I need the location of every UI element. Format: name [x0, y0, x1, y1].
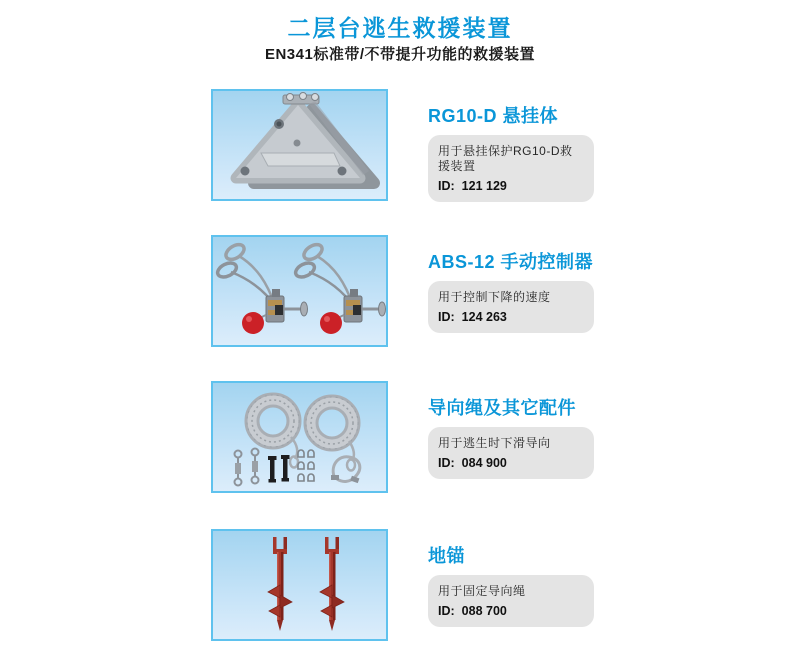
page-title: 二层台逃生救援装置: [287, 15, 513, 41]
product-section-guide-ropes: [211, 381, 595, 497]
product-id-label: ID:: [438, 604, 455, 618]
product-name: ABS-12 手动控制器: [428, 252, 594, 272]
product-desc-box: [428, 575, 594, 627]
product-desc-box: [428, 427, 594, 479]
product-name: 地锚: [428, 546, 465, 566]
product-section-rg10d: [211, 89, 595, 205]
product-info: [428, 398, 598, 479]
product-name: RG10-D 悬挂体: [428, 106, 559, 126]
product-info: [428, 546, 598, 627]
product-photo-frame: [211, 235, 388, 347]
product-description: 用于逃生时下滑导向: [438, 436, 551, 450]
product-info: [428, 252, 598, 333]
product-id-value: 121 129: [461, 179, 507, 193]
product-id: [438, 310, 584, 325]
product-name: 导向绳及其它配件: [428, 398, 576, 418]
product-section-ground-anchor: [211, 529, 595, 645]
triangular-suspension-bracket-photo: [213, 91, 386, 199]
page-header: [0, 14, 800, 64]
product-id: [438, 456, 584, 471]
page-subtitle: EN341标准带/不带提升功能的救援装置: [264, 46, 536, 63]
product-id-label: ID:: [438, 310, 455, 324]
ground-anchors-photo: [213, 531, 386, 639]
product-id-value: 124 263: [461, 310, 507, 324]
product-id: [438, 179, 584, 194]
product-photo-frame: [211, 529, 388, 641]
product-id-label: ID:: [438, 179, 455, 193]
product-id-value: 084 900: [461, 456, 507, 470]
product-desc-box: [428, 135, 594, 202]
product-description: 用于控制下降的速度: [438, 290, 551, 304]
product-desc-box: [428, 281, 594, 333]
product-description: 用于固定导向绳: [438, 584, 526, 598]
product-id-value: 088 700: [461, 604, 507, 618]
product-section-abs12: [211, 235, 595, 351]
wire-rope-coils-photo: [213, 383, 386, 491]
product-info: [428, 106, 598, 202]
manual-descent-controllers-photo: [213, 237, 386, 345]
product-photo-frame: [211, 89, 388, 201]
product-description: 用于悬挂保护RG10-D救援装置: [438, 144, 573, 173]
product-photo-frame: [211, 381, 388, 493]
product-id: [438, 604, 584, 619]
product-id-label: ID:: [438, 456, 455, 470]
